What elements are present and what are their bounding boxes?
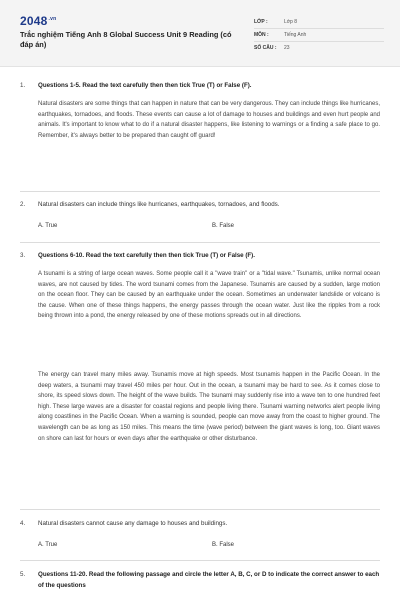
divider [20,509,380,510]
passage-paragraph: A tsunami is a string of large ocean waves. Some people call it a "wave train" or a "tidal wave." Tsunamis, unlike normal ocean waves, are not caused by tides. The word tsunami comes from the Japanese. Tsunamis are caused by a sudden, large motion on the ocean floor. They can be caused by an earthquake under the ocean. Sometimes an underwater landslide or volcano is the cause. When one of these things happens, the energy passes through the ocean water. Just like the ripples from a rock being thrown into a pond, the energy released by one of these motions spreads out in all directions. [38,271,380,320]
divider [20,560,380,561]
option-a[interactable]: A. True [38,223,58,229]
question-text: Questions 11-20. Read the following passage and circle the letter A, B, C, or D to indicate the correct answer to each of the questions [38,571,380,589]
question-text: Questions 6-10. Read the text carefully then then tick True (T) or False (F). [38,252,255,259]
option-b[interactable]: B. False [212,542,235,548]
meta-row-count [254,42,384,54]
meta-row-subject [254,29,384,42]
question-text: Questions 1-5. Read the text carefully then then tick True (T) or False (F). [38,82,252,89]
passage-paragraph: Natural disasters are some things that can happen in nature that can be very dangerous. They can include things like hurricanes, earthquakes, tornadoes, and floods. These events can cause a lot of damage to houses and buildings and even hurt people and animals. It's important to know what to do if a natural disaster happens, like listening to warnings or a finding a safe place to go. Remember, it's always better to be prepared than caught off guard! [38,101,380,139]
question-4 [20,520,380,527]
question-number: 5. [20,571,26,578]
option-a[interactable]: A. True [38,542,58,548]
question-2 [20,201,380,208]
question-5 [20,570,380,591]
question-text: Natural disasters cannot cause any damage to houses and buildings. [38,520,228,527]
option-b[interactable]: B. False [212,223,235,229]
question-text: Natural disasters can include things like hurricanes, earthquakes, tornadoes, and floods. [38,201,280,208]
divider [20,242,380,243]
meta-key: MÔN : [254,32,269,38]
question-number: 1. [20,82,26,89]
meta-row-class [254,16,384,29]
question-1 [20,82,380,89]
question-number: 2. [20,201,26,208]
page-header [0,0,400,67]
meta-value: Lớp 8 [284,19,298,25]
logo-text: 2048 [20,14,48,28]
question-number: 3. [20,252,26,259]
meta-value: 23 [284,45,290,51]
logo-suffix: .vn [48,16,57,22]
meta-value: Tiếng Anh [284,32,307,38]
divider [20,191,380,192]
question-3 [20,252,380,259]
quiz-meta [254,16,384,54]
site-logo[interactable] [20,14,56,28]
question-number: 4. [20,520,26,527]
page-title: Trắc nghiệm Tiếng Anh 8 Global Success Unit 9 Reading (có đáp án) [20,30,232,49]
passage-paragraph: The energy can travel many miles away. Tsunamis move at high speeds. Most tsunamis happen in the Pacific Ocean. In the deep waters, a tsunami may travel 450 miles per hour. Out in the ocean, a tsunami may be hard to see. As it comes close to shore, its speed slows down. The height of the wave builds. The tsunami may suddenly rise into a wave ten to one hundred feet high. These large waves are a disaster for coastal regions and people living there. Tsunami warning networks alert people living along coastlines in the Pacific Ocean. When a warning is sounded, people can move away from the coast to higher ground. The wavelength can be as long as 150 miles. This means the time (wave period) between the giant waves is long, too. Giant waves on shore can last for hours or even days after the earthquake or other disturbance. [38,372,380,442]
meta-key: LỚP : [254,19,268,25]
meta-key: SỐ CÂU : [254,45,277,51]
